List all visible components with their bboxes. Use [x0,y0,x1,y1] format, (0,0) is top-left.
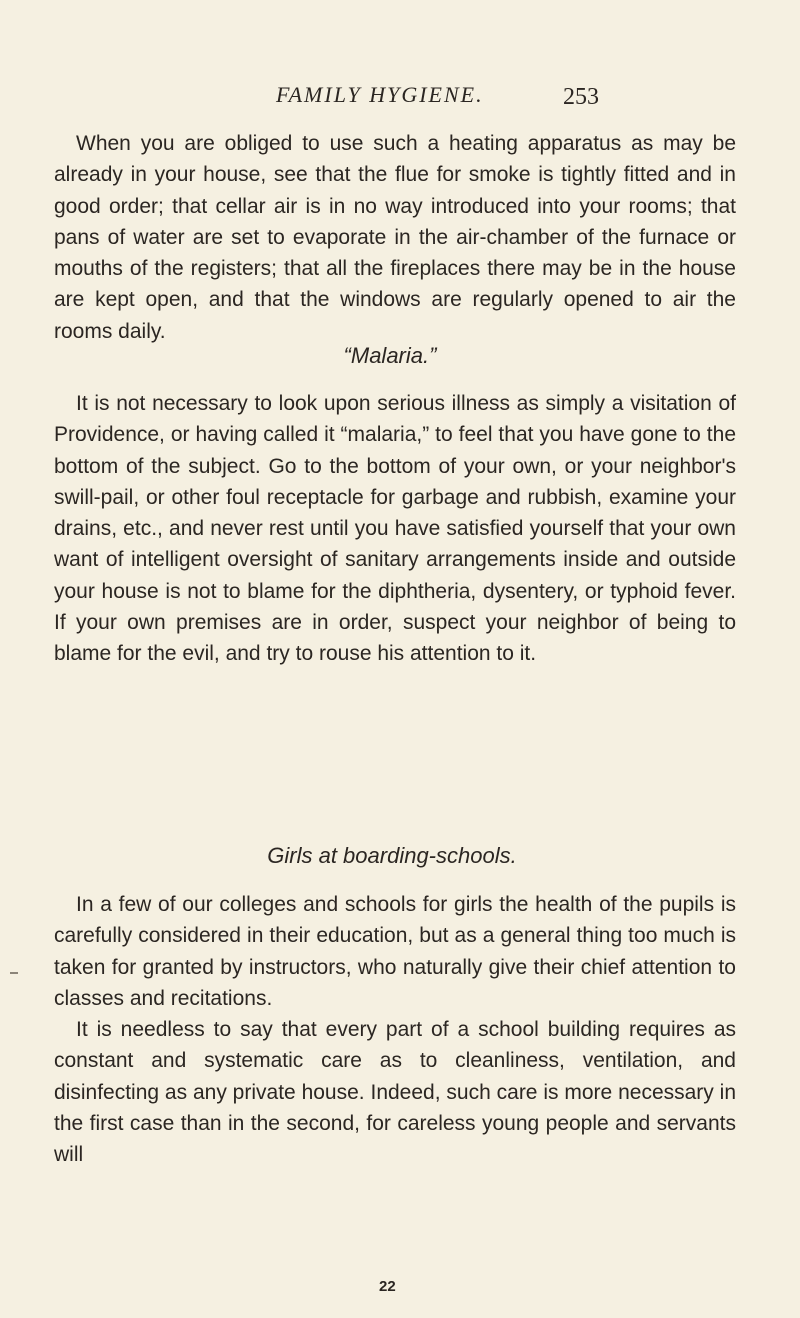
paragraph-heating: When you are obliged to use such a heating apparatus as may be already in your house, see that the flue for smoke is tightly fitted and in good order; that cellar air is in no way introduced into your rooms; that pans of water are set to evaporate in the air-chamber of the furnace or mouths of the registers; that all the fireplaces there may be in the house are kept open, and that the windows are regularly opened to air the rooms daily. [54,132,736,343]
page-number: 253 [563,84,599,110]
margin-tick [10,972,18,974]
paragraph-colleges: In a few of our colleges and schools for girls the health of the pupils is carefully considered in their education, but as a general thing too much is taken for granted by instructors, who naturally give their chief attention to classes and recitations. [54,893,736,1010]
paragraph-school-building: It is needless to say that every part of a school building requires as constant and systematic care as to cleanliness, ventilation, and disinfecting as any private house. Indeed, such care is more necessary in the first case than in the second, for careless young people and servants will [54,1018,736,1167]
paragraph-malaria: It is not necessary to look upon serious illness as simply a visitation of Providence, or having called it “malaria,” to feel that you have gone to the bottom of the subject. Go to the bottom of your own, or your neighbor's swill-pail, or other foul receptacle for garbage and rubbish, examine your drains, etc., and never rest until you have satisfied yourself that your own want of intelligent oversight of sanitary arrangements inside and outside your house is not to blame for the diphtheria, dysentery, or typhoid fever. If your own premises are in order, suspect your neighbor of being to blame for the evil, and try to rouse his attention to it. [54,392,736,666]
signature-mark: 22 [379,1278,396,1295]
section-heading-malaria: “Malaria.” [343,343,437,368]
running-head: FAMILY HYGIENE. [276,82,484,107]
section-heading-girls: Girls at boarding-schools. [267,843,517,868]
